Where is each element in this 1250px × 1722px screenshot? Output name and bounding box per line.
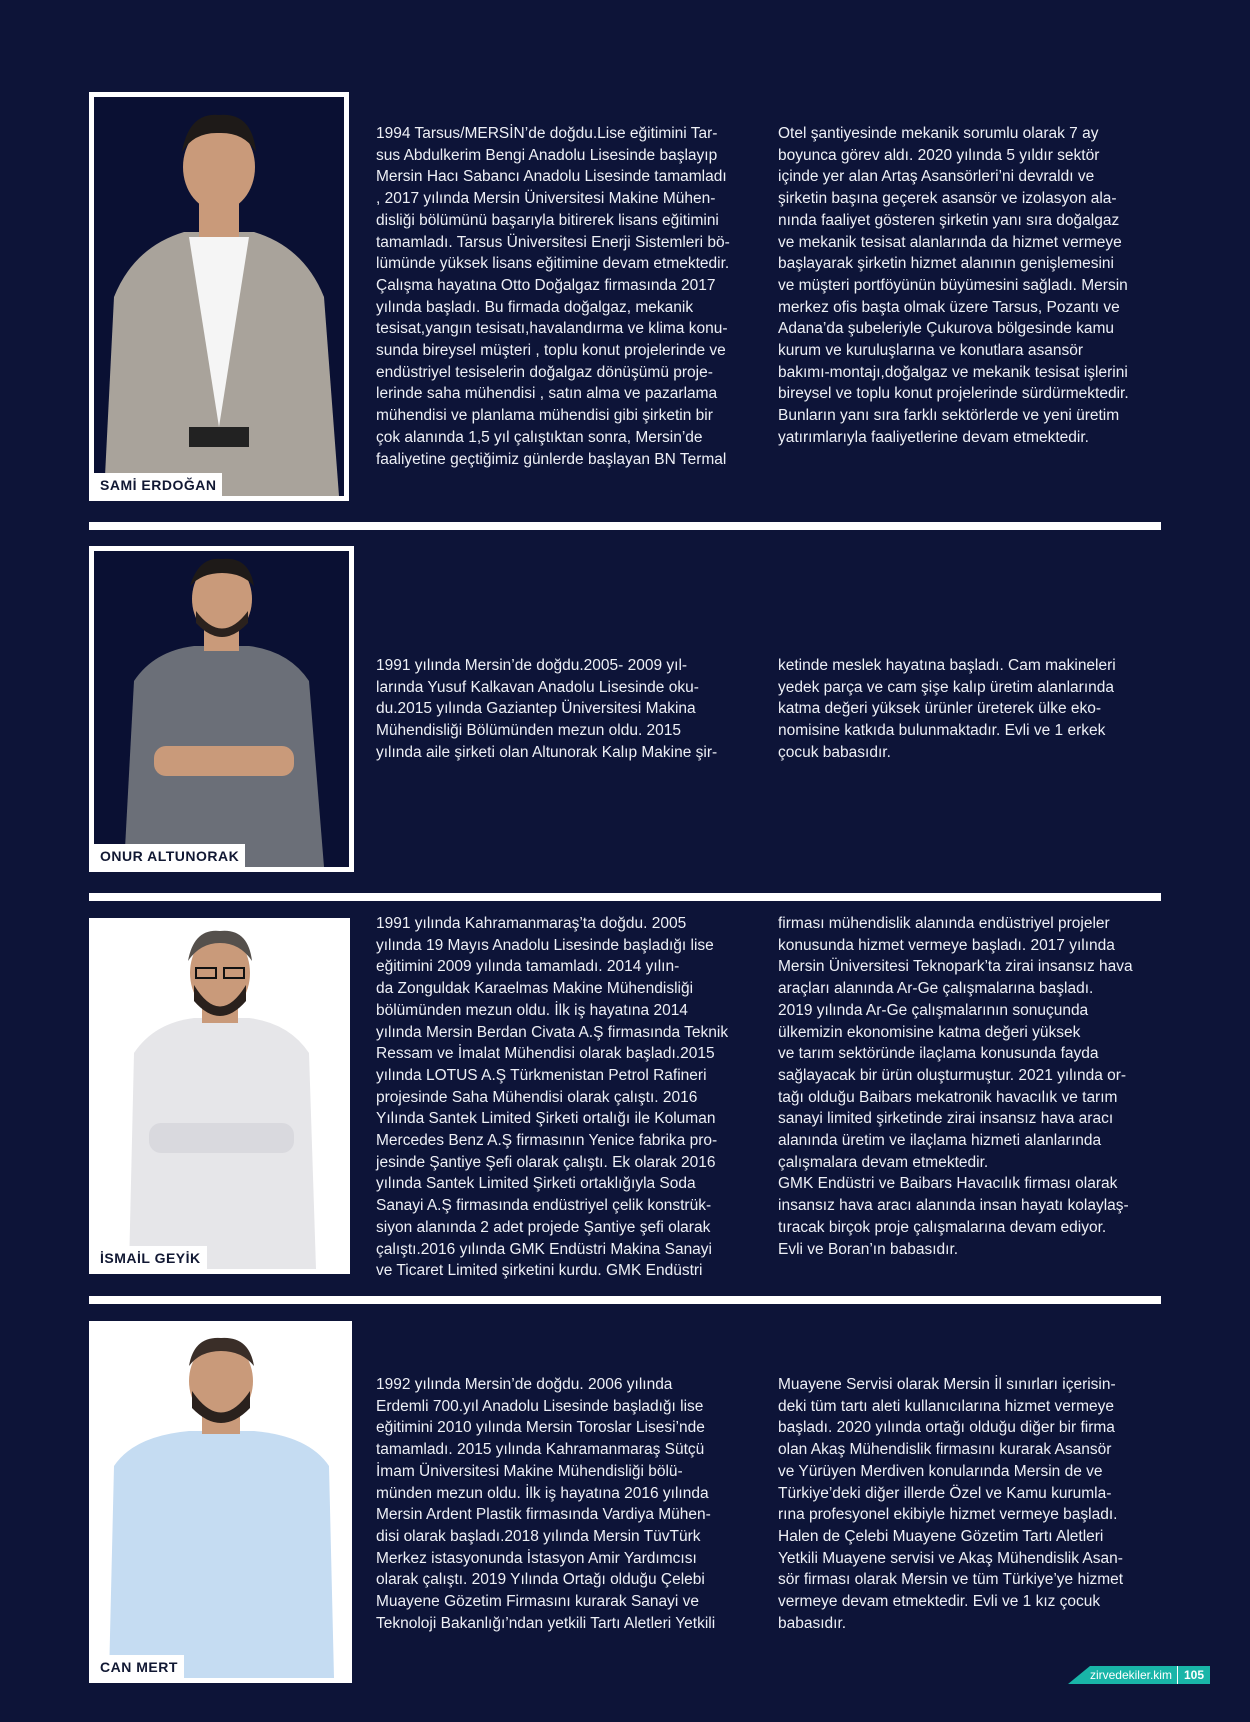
portrait-photo-3 (89, 918, 350, 1274)
section-divider (89, 893, 1161, 901)
footer-badge-triangle (1068, 1666, 1090, 1684)
footer-site-name: zirvedekiler.kim (1090, 1666, 1177, 1684)
person-bio-column-1: 1992 yılında Mersin’de doğdu. 2006 yılında Erdemli 700.yıl Anadolu Lisesinde başladığı lise eğitimini 2010 yılında Mersin Toroslar Lisesi’nde tamamladı. 2015 yılında Kahramanmaraş Sütçü İmam Üniversitesi Makine Mühendisliği bölü- münden mezun oldu. İlk iş hayatına 2016 yılında Mersin Ardent Plastik firmasında Vardiya Mühen- disi olarak başladı.2018 yılında Mersin TüvTürk Merkez istasyonunda İstasyon Amir Yardımcısı olarak çalıştı. 2019 Yılında Ortağı olduğu Çelebi Muayene Gözetim Firmasını kurarak Sanayi ve Teknoloji Bakanlığı’ndan yetkili Tartı Aletleri Yetkili (376, 1376, 716, 1632)
portrait-photo-2 (89, 546, 354, 872)
person-bio-column-1: 1994 Tarsus/MERSİN’de doğdu.Lise eğitimini Tar- sus Abdulkerim Bengi Anadolu Lisesinde başlayıp Mersin Hacı Sabancı Anadolu Lisesinde tamamladı , 2017 yılında Mersin Üniversitesi Makine Mühen- disliği bölümünü başarıyla bitirerek lisans eğitimini tamamladı. Tarsus Üniversitesi Enerji Sistemleri bö- lümünde yüksek lisans eğitimine devam etmektedir. Çalışma hayatına Otto Doğalgaz firmasında 2017 yılında başladı. Bu firmada doğalgaz, mekanik tesisat,yangın tesisatı,havalandırma ve klima konu- sunda bireysel müşteri , toplu konut projelerinde ve endüstriyel tesiselerin doğalgaz dönüşümü proje- lerinde saha mühendisi , satın alma ve pazarlama mühendisi ve planlama mühendisi gibi şirketin bir çok alanında 1,5 yıl çalıştıktan sonra, Mersin’de faaliyetine geçtiğimiz günlerde başlayan BN Termal (376, 125, 730, 468)
person-bio-column-1: 1991 yılında Kahramanmaraş’ta doğdu. 2005 yılında 19 Mayıs Anadolu Lisesinde başladığı lise eğitimini 2009 yılında tamamladı. 2014 yılın- da Zonguldak Karaelmas Makine Mühendisliği bölümünden mezun oldu. İlk iş hayatına 2014 yılında Mersin Berdan Civata A.Ş firmasında Teknik Ressam ve İmalat Mühendisi olarak başladı.2015 yılında LOTUS A.Ş Türkmenistan Petrol Rafineri projesinde Saha Mühendisi olarak çalıştı. 2016 Yılında Santek Limited Şirketi ortalığı ile Koluman Mercedes Benz A.Ş firmasının Yenice fabrika pro- jesinde Şantiye Şefi olarak çalıştı. Ek olarak 2016 yılında Santek Limited Şirketi ortaklığıyla Soda Sanayi A.Ş firmasında endüstriyel çelik konstrük- siyon alanında 2 adet projede Şantiye şefi olarak çalıştı.2016 yılında GMK Endüstri Makina Sanayi ve Ticaret Limited şirketini kurdu. GMK Endüstri (376, 915, 729, 1280)
person-name-label: CAN MERT (94, 1655, 184, 1678)
person-name-label: ONUR ALTUNORAK (94, 844, 245, 867)
portrait-photo-4 (89, 1321, 352, 1683)
person-name-label: SAMİ ERDOĞAN (94, 473, 222, 496)
person-bio-column-2: Muayene Servisi olarak Mersin İl sınırları içerisin- deki tüm tartı aleti kullanıcılarına hizmet vermeye başladı. 2020 yılında ortağı olduğu diğer bir firma olan Akaş Mühendislik firmasını kurarak Asansör ve Yürüyen Merdiven konularında Mersin de ve Türkiye’deki diğer illerde Özel ve Kamu kurumla- rına profesyonel ekibiyle hizmet vermeye başladı. Halen de Çelebi Muayene Gözetim Tartı Aletleri Yetkili Muayene servisi ve Akaş Mühendislik Asan- sör firması olarak Mersin ve tüm Türkiye’ye hizmet vermeye devam etmektedir. Evli ve 1 kız çocuk babasıdır. (778, 1376, 1124, 1632)
portrait-illustration (94, 551, 349, 867)
portrait-photo-1 (89, 92, 349, 501)
section-divider (89, 1296, 1161, 1304)
person-name-label: İSMAİL GEYİK (94, 1246, 207, 1269)
person-bio-column-2: firması mühendislik alanında endüstriyel projeler konusunda hizmet vermeye başladı. 2017 yılında Mersin Üniversitesi Teknopark’ta zirai insansız hava araçları alanında Ar-Ge çalışmalarına başladı. 2019 yılında Ar-Ge çalışmalarının sonuçunda ülkemizin ekonomisine katma değeri yüksek ve tarım sektöründe ilaçlama konusunda fayda sağlayacak bir ürün oluşturmuştur. 2021 yılında or- tağı olduğu Baibars mekatronik havacılık ve tarım sanayi limited şirketinde zirai insansız hava aracı alanında üretim ve ilaçlama hizmeti alanlarında çalışmalara devam etmektedir. GMK Endüstri ve Baibars Havacılık firması olarak insansız hava aracı alanında insan hayatı kolaylaş- tıracak birçok proje çalışmalarına devam ediyor. Evli ve Boran’ın babasıdır. (778, 915, 1133, 1258)
portrait-illustration (94, 923, 345, 1269)
page-number: 105 (1177, 1666, 1210, 1684)
person-bio-column-1: 1991 yılında Mersin’de doğdu.2005- 2009 yıl- larında Yusuf Kalkavan Anadolu Lisesinde oku- du.2015 yılında Gaziantep Üniversitesi Makina Mühendisliği Bölümünden mezun oldu. 2015 yılında aile şirketi olan Altunorak Kalıp Makine şir- (376, 657, 718, 761)
person-bio-column-2: Otel şantiyesinde mekanik sorumlu olarak 7 ay boyunca görev aldı. 2020 yılında 5 yıldır sektör içinde yer alan Artaş Asansörleri’ni devraldı ve şirketin başına geçerek asansör ve izolasyon ala- nında faaliyet gösteren şirketin yanı sıra doğalgaz ve mekanik tesisat alanlarında da hizmet vermeye başlayarak şirketin hizmet alanının genişlemesini ve müşteri portföyünün büyümesini sağladı. Mersin merkez ofis başta olmak üzere Tarsus, Pozantı ve Adana’da şubeleriyle Çukurova bölgesinde kamu kurum ve kuruluşlarına ve konutlara asansör bakımı-montajı,doğalgaz ve mekanik tesisat işlerini bireysel ve toplu konut projelerinde sürdürmektedir. Bunların yanı sıra farklı sektörlerde ve yeni üretim yatırımlarıyla faaliyetlerine devam etmektedir. (778, 125, 1129, 446)
section-divider (89, 522, 1161, 530)
person-bio-column-2: ketinde meslek hayatına başladı. Cam makineleri yedek parça ve cam şişe kalıp üretim alanlarında katma değeri yüksek ürünler üreterek ülke eko- nomisine katkıda bulunmaktadır. Evli ve 1 erkek çocuk babasıdır. (778, 657, 1116, 761)
footer-badge (1068, 1666, 1210, 1684)
portrait-illustration (94, 1326, 347, 1678)
portrait-illustration (94, 97, 344, 496)
